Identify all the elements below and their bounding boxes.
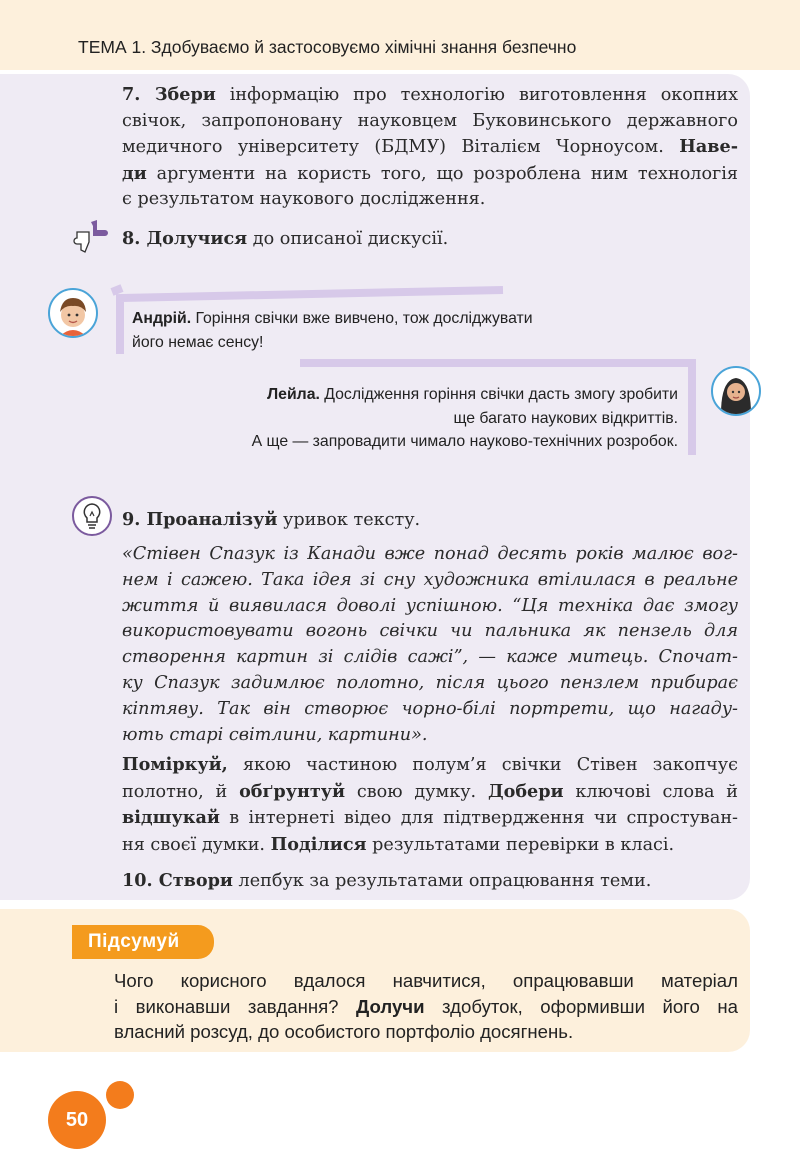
task-10: 10. Створи лепбук за результатами опрацювання теми. bbox=[122, 870, 652, 891]
task-7-verb: 7. Збери bbox=[122, 84, 216, 105]
summary-text: Чого корисного вдалося навчитися, опрацювавши матеріал і виконавши завдання? Долучи здобуток, оформивши його на власний розсуд, до особистого портфоліо досягнень. bbox=[114, 970, 738, 1042]
girl-avatar bbox=[711, 366, 761, 416]
task-7: 7. Збери інформацію про технологію виготовлення окопних свічок, запропоновану науковцем Буковинського державного медичного університету (БДМУ) Віталієм Чорноусом. Наве- ди аргументи на користь того, що розроблена ним технологія є результатом наукового дослідження. bbox=[122, 84, 738, 209]
leyla-speech: Лейла. Дослідження горіння свічки дасть змогу зробити ще багато наукових відкриттів. А ще — запровадити чимало науково-технічних розробок. bbox=[251, 386, 678, 450]
task-10-verb: 10. Створи bbox=[122, 870, 233, 891]
page-number: 50 bbox=[48, 1091, 106, 1149]
task-9-header: 9. Проаналізуй уривок тексту. bbox=[122, 509, 421, 530]
summary-tag: Підсумуй bbox=[72, 925, 214, 959]
page-number-badge bbox=[48, 1075, 143, 1155]
task-9-quote: «Стівен Спазук із Канади вже понад десять років малює вог- нем і сажею. Така ідея зі сну художника втілилася в реальне життя й виявилася доволі успішною. “Ця техніка дає змогу використовувати вогонь свічки чи пальника як пензель для створення картин зі слідів сажі”, — каже митець. Спочат- ку Спазук задимлює полотно, після цього пензлем прибирає кіптяву. Так він створює чорно-білі портрети, що нагаду- ють старі світлини, картини». bbox=[122, 544, 738, 745]
task-8: 8. Долучися до описаної дискусії. bbox=[122, 228, 449, 249]
task-8-verb: 8. Долучися bbox=[122, 228, 248, 249]
task-9-instructions: Поміркуй, якою частиною полум’я свічки Стівен закопчує полотно, й обґрунтуй свою думку. Добери ключові слова й відшукай в інтернеті відео для підтвердження чи спростуван- ня своєї думки. Поділися результатами перевірки в класі. bbox=[122, 754, 738, 855]
page-number-dot bbox=[106, 1081, 134, 1109]
andriy-name: Андрій. bbox=[132, 310, 192, 327]
andriy-speech: Андрій. Горіння свічки вже вивчено, тож досліджувати його немає сенсу! bbox=[132, 310, 533, 351]
lightbulb-icon bbox=[72, 496, 112, 536]
leyla-name: Лейла. bbox=[267, 386, 320, 403]
task-9-verb: 9. Проаналізуй bbox=[122, 509, 278, 530]
topic-title: ТЕМА 1. Здобуваємо й застосовуємо хімічні знання безпечно bbox=[78, 37, 577, 57]
boy-avatar bbox=[48, 288, 98, 338]
